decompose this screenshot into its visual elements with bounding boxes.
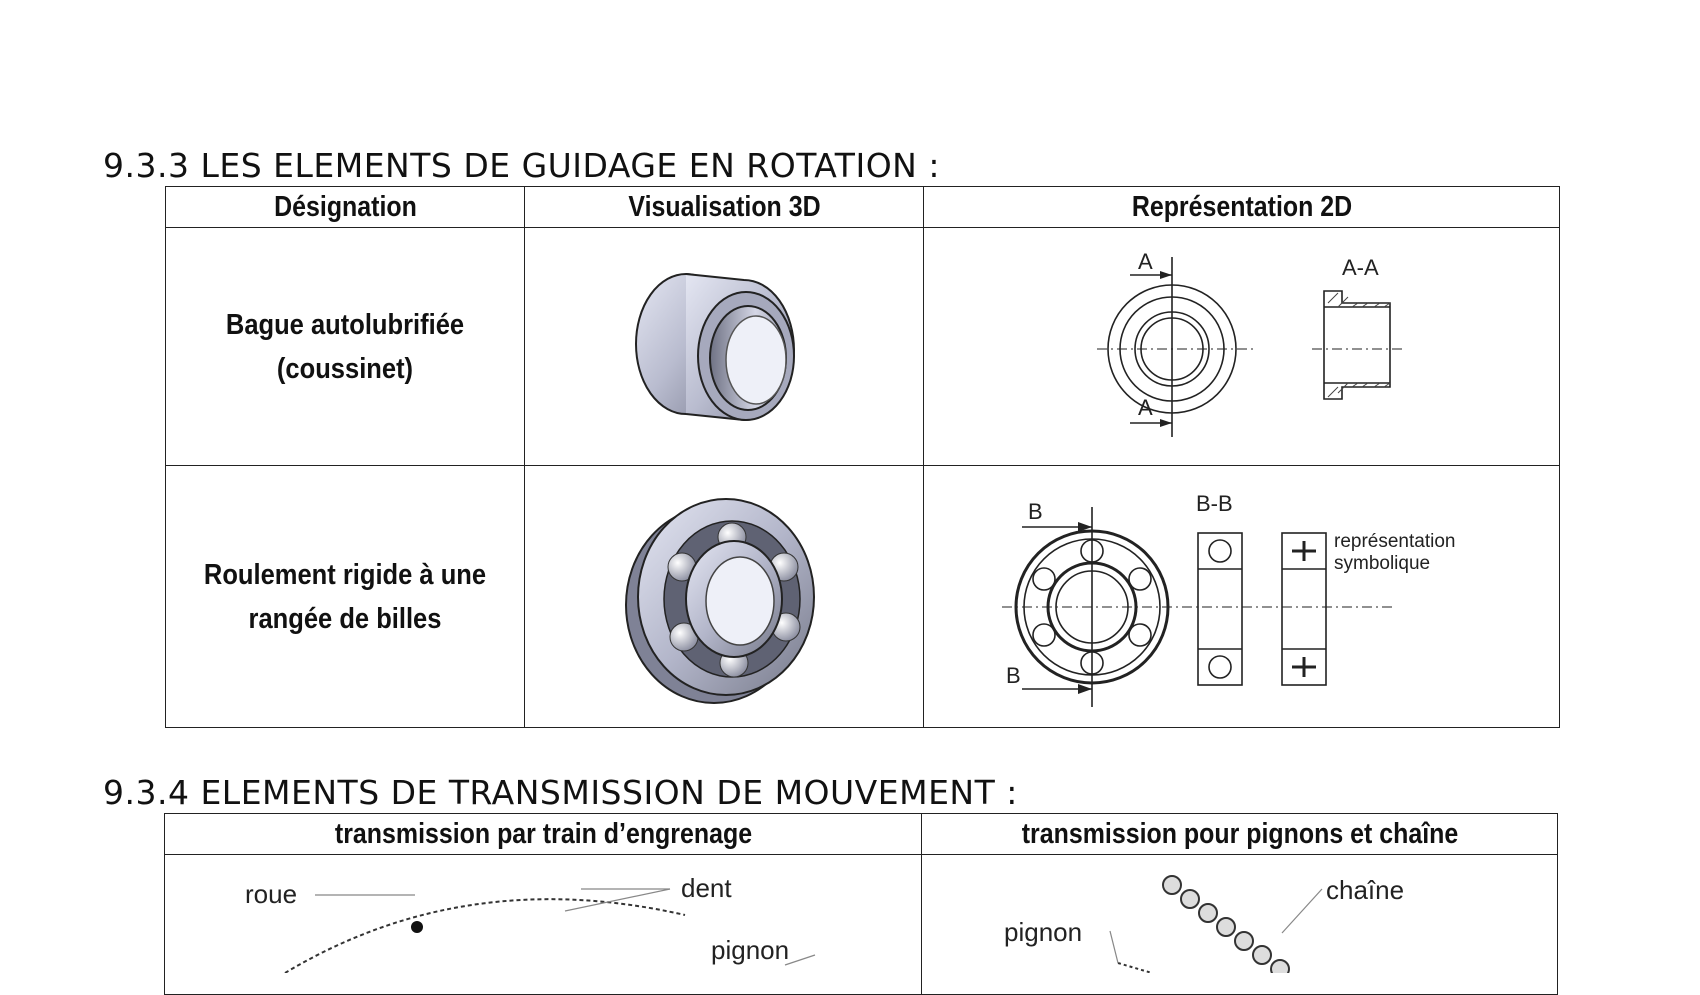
table-header-row xyxy=(165,814,1558,855)
table-header-row xyxy=(166,187,1560,228)
ball-bearing-icon xyxy=(614,487,834,707)
table-row xyxy=(166,466,1560,728)
designation-line: rangée de billes xyxy=(248,602,442,635)
label-pignon-gear: pignon xyxy=(711,935,790,965)
section-label-bottom: A xyxy=(1137,394,1153,420)
header-representation-2d: Représentation 2D xyxy=(968,187,1515,228)
section-view-label: B-B xyxy=(1195,490,1233,516)
header-gear-train: transmission par train d’engrenage xyxy=(217,814,868,855)
table-row xyxy=(166,228,1560,466)
header-visualisation-3d: Visualisation 3D xyxy=(552,187,895,228)
section-view-label: A-A xyxy=(1341,254,1379,280)
visual-3d-cell xyxy=(525,228,924,466)
transmission-table xyxy=(164,813,1558,995)
section-title-transmission: 9.3.4 ELEMENTS DE TRANSMISSION DE MOUVEMENT : xyxy=(103,773,1018,812)
section-label-top: B xyxy=(1027,498,1043,524)
table-row xyxy=(165,855,1558,995)
designation-cell xyxy=(166,228,525,466)
drawing-2d-cell xyxy=(924,228,1560,466)
label-roue: roue xyxy=(245,879,298,909)
bearing-drawing-icon xyxy=(992,477,1492,717)
label-chaine: chaîne xyxy=(1326,875,1405,905)
visual-3d-cell xyxy=(525,466,924,728)
section-label-top: A xyxy=(1137,248,1153,274)
gear-train-cell xyxy=(165,855,922,995)
flanged-bushing-icon xyxy=(624,262,824,432)
label-dent: dent xyxy=(681,873,732,903)
guidage-table xyxy=(165,186,1560,728)
bushing-drawing-icon xyxy=(1042,237,1442,457)
label-pignon-chain: pignon xyxy=(1004,917,1083,947)
designation-line: Bague autolubrifiée xyxy=(225,308,465,341)
header-chain-sprocket: transmission pour pignons et chaîne xyxy=(966,814,1513,855)
chain-sprocket-icon xyxy=(922,855,1556,973)
header-designation: Désignation xyxy=(191,187,500,228)
section-title-guidage: 9.3.3 LES ELEMENTS DE GUIDAGE EN ROTATION : xyxy=(103,146,940,185)
designation-line: Roulement rigide à une xyxy=(203,558,487,591)
gear-train-icon xyxy=(165,855,920,973)
symbolic-label-line2: symbolique xyxy=(1333,552,1430,574)
drawing-2d-cell xyxy=(924,466,1560,728)
designation-line: (coussinet) xyxy=(276,352,414,385)
section-label-bottom: B xyxy=(1005,662,1021,688)
designation-cell xyxy=(166,466,525,728)
chain-sprocket-cell xyxy=(922,855,1558,995)
symbolic-label-line1: représentation xyxy=(1333,530,1455,552)
